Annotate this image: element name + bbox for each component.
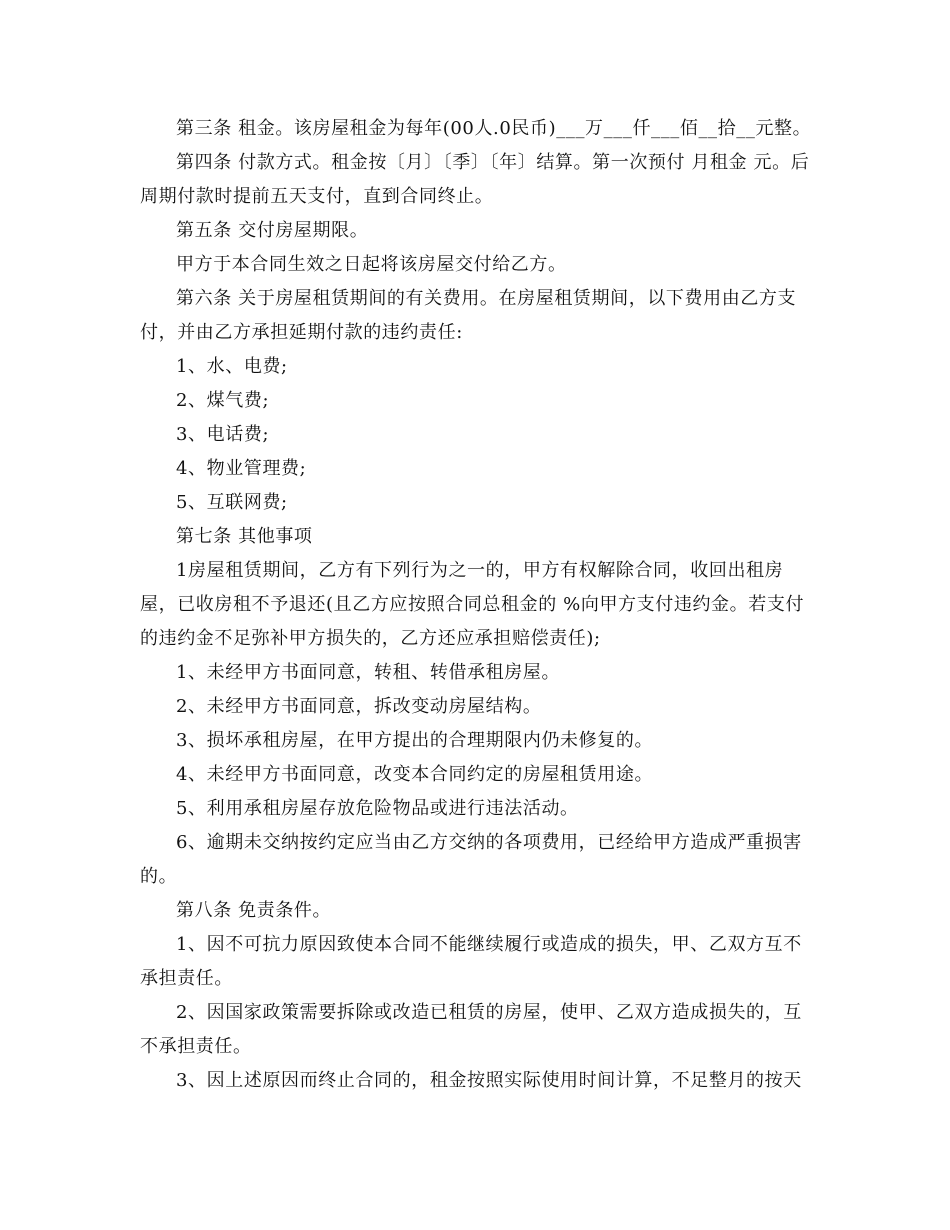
fee-item-4: 4、物业管理费; <box>176 458 307 479</box>
clause-7-heading: 第七条 其他事项 <box>176 526 313 547</box>
exemption-item-1: 1、因不可抗力原因致使本合同不能继续履行或造成的损失，甲、乙双方互不承担责任。 <box>140 934 802 989</box>
clause-8-heading: 第八条 免责条件。 <box>176 900 332 921</box>
fee-item-3: 3、电话费; <box>176 424 270 445</box>
fee-item-5: 5、互联网费; <box>176 492 288 513</box>
clause-4-payment: 第四条 付款方式。租金按〔月〕〔季〕〔年〕结算。第一次预付 月租金 元。后周期付款时提前五天支付，直到合同终止。 <box>140 152 810 207</box>
clause-6-fees: 第六条 关于房屋租赁期间的有关费用。在房屋租赁期间，以下费用由乙方支付，并由乙方承担延期付款的违约责任: <box>140 288 797 343</box>
exemption-item-2: 2、因国家政策需要拆除或改造已租赁的房屋，使甲、乙双方造成损失的，互不承担责任。 <box>140 1002 802 1057</box>
breach-item-3: 3、损坏承租房屋，在甲方提出的合理期限内仍未修复的。 <box>176 730 654 751</box>
clause-5-text: 甲方于本合同生效之日起将该房屋交付给乙方。 <box>176 254 567 275</box>
fee-item-2: 2、煤气费; <box>176 390 270 411</box>
clause-5-heading: 第五条 交付房屋期限。 <box>176 220 369 241</box>
breach-item-5: 5、利用承租房屋存放危险物品或进行违法活动。 <box>176 798 579 819</box>
breach-item-1: 1、未经甲方书面同意，转租、转借承租房屋。 <box>176 662 561 683</box>
clause-3-rent: 第三条 租金。该房屋租金为每年(00人.0民币)___万___仟___佰__拾__元整。 <box>176 118 812 139</box>
breach-item-6: 6、逾期未交纳按约定应当由乙方交纳的各项费用，已经给甲方造成严重损害的。 <box>140 832 802 887</box>
breach-item-2: 2、未经甲方书面同意，拆改变动房屋结构。 <box>176 696 542 717</box>
breach-item-4: 4、未经甲方书面同意，改变本合同约定的房屋租赁用途。 <box>176 764 654 785</box>
fee-item-1: 1、水、电费; <box>176 356 288 377</box>
clause-7-intro: 1房屋租赁期间，乙方有下列行为之一的，甲方有权解除合同，收回出租房屋，已收房租不予退还(且乙方应按照合同总租金的 %向甲方支付违约金。若支付的违约金不足弥补甲方损失的，乙方还应承担赔偿责任); <box>140 560 805 649</box>
document-body <box>140 112 820 1098</box>
exemption-item-3: 3、因上述原因而终止合同的，租金按照实际使用时间计算，不足整月的按天 <box>176 1070 802 1091</box>
